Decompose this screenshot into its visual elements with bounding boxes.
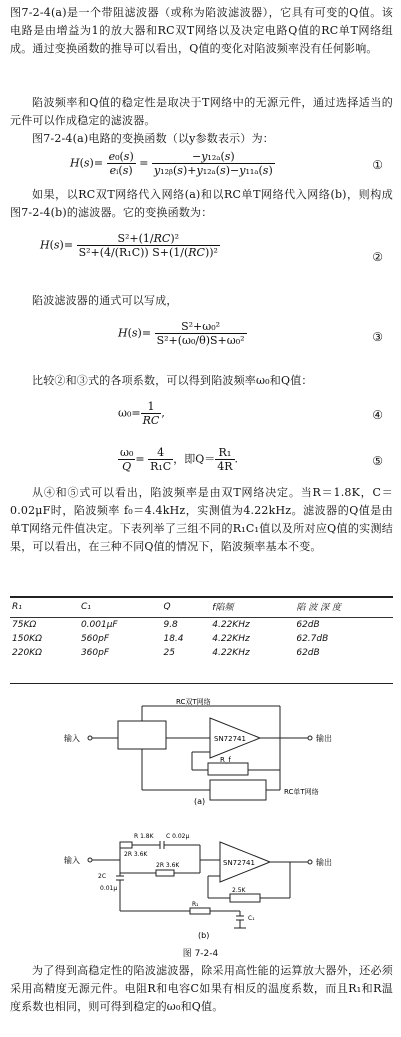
cell-depth: 62.7dB — [296, 634, 329, 644]
equation-4-number: ④ — [372, 408, 383, 422]
equation-2-number: ② — [372, 250, 383, 264]
paragraph-stability: 陷波频率和Q值的稳定性是取决于T网络中的无源元件，通过选择适当的元件可以作成稳定的滤波器。 — [10, 96, 393, 127]
equation-3: H(s)= $\frac{\text{S²+ω₀²}}{\text{S²+(ω₀/θ)S+ω₀²}}$ — [118, 320, 245, 347]
r-label: R 1.8K — [134, 833, 154, 840]
r-b2-label: 2R 3.6K — [156, 862, 180, 869]
equation-1: H(s)= $\frac{\text{e₀(s)}}{\text{eᵢ(s)}}$ = $\frac{\text{−y₁₂ₐ(s)}}{\text{y₁₂ᵦ(s)+y₁₂ₐ(s)−y₁₁ₐ(s)}}$ — [70, 150, 273, 177]
c2-label: 2C — [98, 873, 107, 880]
input-label-b: 输入 — [64, 856, 80, 865]
c-label: C 0.02μ — [166, 833, 190, 840]
equation-1-number: ① — [372, 158, 383, 172]
circuit-diagram-b — [60, 812, 360, 944]
paragraph-conclusion: 为了得到高稳定性的陷波滤波器，除采用高性能的运算放大器外，还必须采用高精度无源元件。电阻R和电容C如果有相反的温度系数，而且R₁和R温度系数也相同，则可得到稳定的ω₀和Q值。 — [10, 964, 393, 1013]
equation-3-number: ③ — [372, 330, 383, 344]
cell-r1: 75KΩ — [12, 620, 37, 630]
figure-label-b: (b) — [198, 931, 210, 940]
c1-label: C₁ — [248, 915, 255, 922]
paragraph-general-form: 陷波滤波器的通式可以写成， — [32, 294, 178, 307]
table-row — [10, 646, 393, 660]
output-label-b: 输出 — [316, 858, 332, 867]
cell-q: 18.4 — [163, 634, 184, 644]
header-notch-frequency: f陷频 — [210, 596, 294, 618]
paragraph-results: 从④和⑤式可以看出，陷波频率是由双T网络决定。当R＝1.8K，C＝0.02μF时，陷波频率 f₀＝4.4kHz，实测值为4.22kHz。滤波器的Q值是由单T网络元件值决定。下表列举了三组不同的R₁C₁值以及所对应Q值的实测结果，可以看出，在三种不同Q值的情况下，陷波频率基本不变。 — [10, 486, 393, 553]
cell-c1: 0.001μF — [80, 620, 118, 630]
c-b-label: 0.01μ — [100, 885, 118, 892]
header-notch-depth: 陷 波 深 度 — [294, 596, 393, 618]
paragraph-compare: 比较②和③式的各项系数，可以得到陷波频率ω₀和Q值： — [32, 374, 313, 387]
cell-frequency: 4.22KHz — [212, 620, 250, 630]
equation-5-tail: ，即Q＝ — [173, 452, 216, 466]
cell-c1: 560pF — [80, 634, 110, 644]
amp-label-b: SN72741 — [223, 859, 255, 867]
figure-caption: 图 7-2-4 — [182, 949, 219, 959]
cell-q: 25 — [163, 648, 175, 658]
r-b-label: 2R 3.6K — [124, 851, 148, 858]
results-table — [10, 596, 393, 660]
cell-c1: 360pF — [80, 648, 110, 658]
header-r1: R₁ — [10, 596, 79, 618]
equation-2: H(s)= $\frac{\text{S²+(1/RC)²}}{\text{S²+(4/(R₁C)) S+(1/(RC))²}}$ — [40, 232, 218, 259]
table-header-row — [10, 596, 393, 618]
cell-depth: 62dB — [296, 648, 320, 658]
paragraph-intro: 图7-2-4(a)是一个带阻滤波器（或称为陷波滤波器），它具有可变的Q值。该电路是由增益为1的放大器和RC双T网络以及决定电路Q值的RC单T网络组成。通过变换函数的推导可以看出，Q值的变化对陷波频率没有任何影响。 — [10, 6, 393, 55]
cell-r1: 220KΩ — [12, 648, 42, 658]
paragraph-transfer-intro: 图7-2-4(a)电路的变换函数（以y参数表示）为： — [32, 132, 274, 145]
rf-label: R_f — [220, 756, 231, 764]
single-t-label: RC单T网络 — [284, 788, 319, 796]
cell-frequency: 4.22KHz — [212, 634, 250, 644]
cell-depth: 62dB — [296, 620, 320, 630]
equation-4: ω₀= $\frac{1}{RC}$ , — [118, 400, 165, 427]
amp-label-a: SN72741 — [214, 735, 246, 743]
output-label-a: 输出 — [316, 734, 332, 743]
paragraph-substitution: 如果，以RC双T网络代入网络(a)和以RC单T网络代入网络(b)，则构成图7-2-4(b)的滤波器。它的变换函数为： — [10, 188, 393, 219]
table-bottom-rule — [10, 683, 393, 684]
figure-label-a: (a) — [194, 797, 206, 806]
cell-q: 9.8 — [163, 620, 178, 630]
r1-label: R₁ — [192, 901, 199, 908]
table-row — [10, 632, 393, 646]
header-c1: C₁ — [79, 596, 162, 618]
cell-frequency: 4.22KHz — [212, 648, 250, 658]
equation-5: $\frac{\text{ω₀}}{Q}$ = $\frac{4}{\text{R₁C}}$ ，即Q＝ $\frac{\text{R₁}}{4R}$ . — [120, 446, 239, 473]
header-q: Q — [161, 596, 210, 618]
circuit-diagram-a — [60, 696, 360, 806]
r3-label: 2.5K — [232, 887, 246, 894]
cell-r1: 150KΩ — [12, 634, 42, 644]
table-row — [10, 618, 393, 633]
input-label-a: 输入 — [64, 734, 80, 743]
double-t-label: RC双T网络 — [176, 698, 211, 706]
equation-5-number: ⑤ — [372, 454, 383, 468]
